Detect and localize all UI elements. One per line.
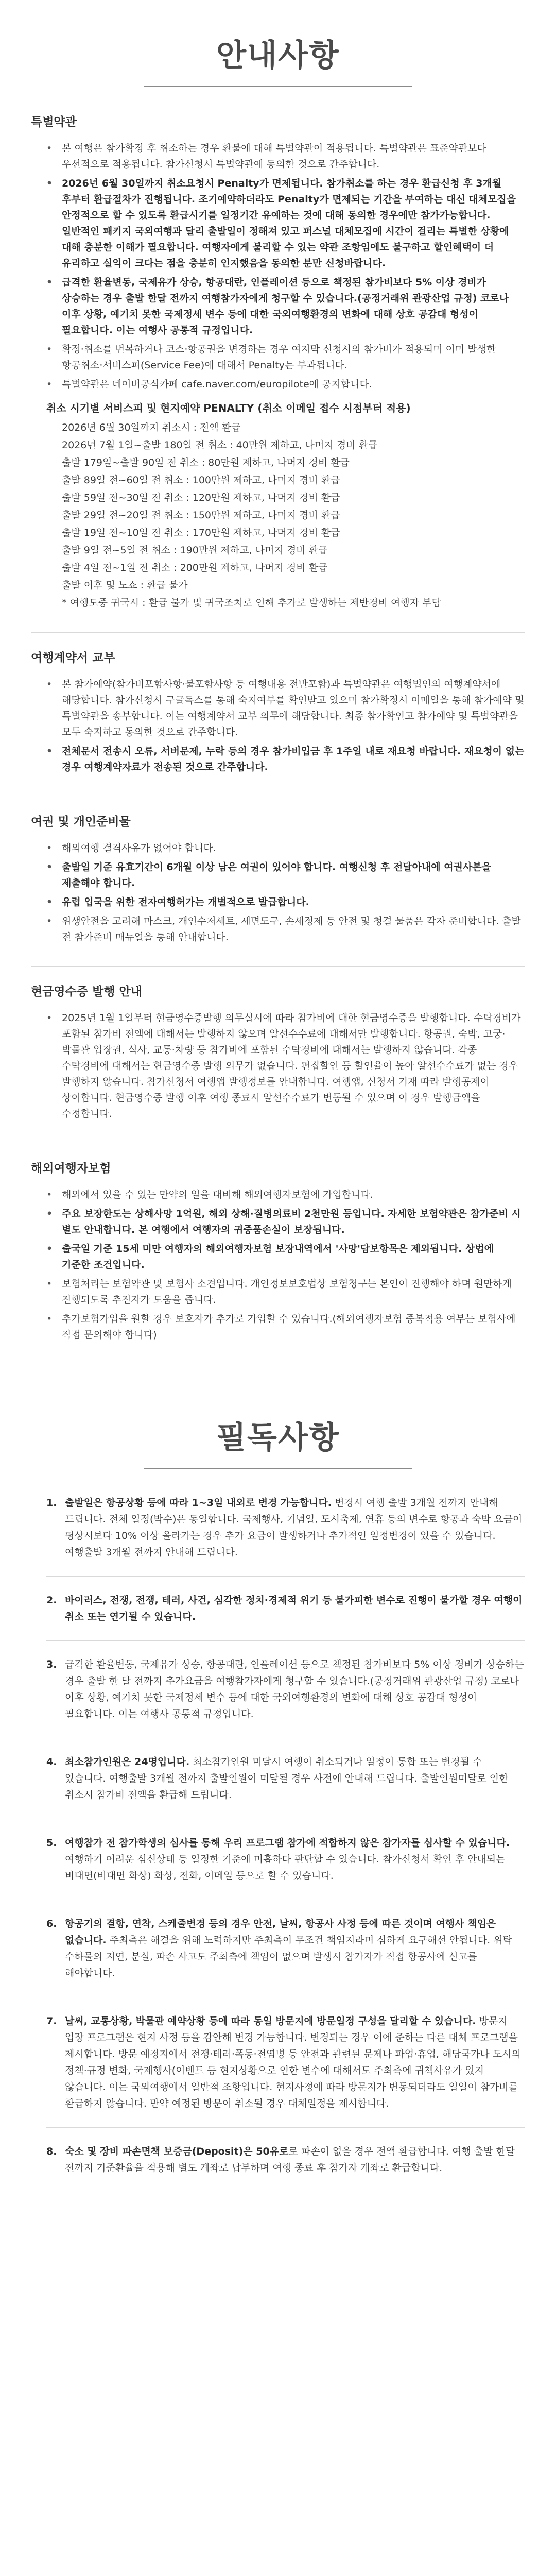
penalty-row: 출발 4일 전~1일 전 취소 : 200만원 제하고, 나머지 경비 환급 xyxy=(62,562,328,573)
list-item: • 보험처리는 보험약관 및 보험사 소견입니다. 개인정보보호법상 보험청구는 본인이 진행해야 하며 원만하게 진행되도록 추진자가 도움을 줍니다. xyxy=(46,1276,525,1308)
notice-content xyxy=(0,112,556,1343)
penalty-row: 2026년 7월 1일~출발 180일 전 취소 : 40만원 제하고, 나머지 경비 환급 xyxy=(62,439,378,451)
list-item: • 2025년 1월 1일부터 현금영수증발행 의무실시에 따라 참가비에 대한 현금영수증을 발행합니다. 수탁경비가 포함된 참가비 전액에 대해서는 발행하지 않으며 알선수수료에 대해서만 발행합니다. 항공권, 숙박, 고궁·박물관 입장권, 식사, 교통·차량 등 참가비에 포함된 수탁경비에 대해서는 발행하지 않습니다. 각종 수탁경비에 대해서는 현금영수증 발행 의무가 없습니다. 편집할인 등 할인율이 높아 알선수수료가 없는 경우 발행하지 않습니다. 참가신청서 여행앱 발행정보를 안내합니다. 여행앱, 신청서 기재 따라 발행공제이 상이합니다. 현금영수증 발행 이후 여행 종료시 알선수수료가 변동될 수 있으며 이 경우 발행금액을 수정합니다. xyxy=(46,1010,525,1122)
list-item: • 2026년 6월 30일까지 취소요청시 Penalty가 면제됩니다. 참가취소를 하는 경우 환급신청 후 3개월 후부터 환급절차가 진행됩니다. 조기예약하더라도 Penalty가 면제되는 기간을 부여하는 대신 대체모집을 안정적으로 할 수 있도록 환급시기를 일정기간 유예하는 것에 대해 동의한 경우에만 참가가능합니다. 일반적인 패키지 국외여행과 달리 출발일이 정해져 있고 퍼스널 대체모집에 시간이 걸리는 특별한 상황에 대해 충분한 이해가 필요합니다. 여행자에게 불리할 수 있는 약관 조항임에도 불구하고 할인혜택이 더 유리하고 실익이 크다는 점을 충분히 인지했음을 동의한 분만 신청바랍니다. xyxy=(46,176,525,272)
required-item xyxy=(46,1916,525,1981)
list-item: • 해외에서 있을 수 있는 만약의 일을 대비해 해외여행자보험에 가입합니다. xyxy=(46,1187,525,1203)
penalty-row: 출발 89일 전~60일 전 취소 : 100만원 제하고, 나머지 경비 환급 xyxy=(62,474,340,486)
item-number: 1. xyxy=(46,1497,57,1509)
list-item: • 본 여행은 참가확정 후 취소하는 경우 환불에 대해 특별약관이 적용됩니다. 특별약관은 표준약관보다 우선적으로 적용됩니다. 참가신청시 특별약관에 동의한 것으로 간주합니다. xyxy=(46,141,525,173)
passport-heading: 여권 및 개인준비물 xyxy=(31,815,131,828)
penalty-row: 출발 19일 전~10일 전 취소 : 170만원 제하고, 나머지 경비 환급 xyxy=(62,527,340,538)
item-number: 8. xyxy=(46,2146,57,2157)
divider xyxy=(46,1576,525,1577)
required-item xyxy=(46,2013,525,2112)
required-item xyxy=(46,1754,525,1803)
special-terms-heading: 특별약관 xyxy=(31,115,77,129)
item-emphasis: 날씨, 교통상황, 박물관 예약상황 등에 따라 동일 방문지에 방문일정 구성을 달리할 수 있습니다. xyxy=(65,2015,476,2027)
receipt-heading: 현금영수증 발행 안내 xyxy=(31,985,142,998)
list-item: • 추가보험가입을 원할 경우 보호자가 추가로 가입할 수 있습니다.(해외여행자보험 중복적용 여부는 보험사에 직접 문의해야 합니다) xyxy=(46,1311,525,1343)
penalty-row: 출발 59일 전~30일 전 취소 : 120만원 제하고, 나머지 경비 환급 xyxy=(62,492,340,503)
item-emphasis: 여행참가 전 참가학생의 심사를 통해 우리 프로그램 참가에 적합하지 않은 참가자를 심사할 수 있습니다. xyxy=(65,1837,510,1849)
required-list xyxy=(46,1495,525,2176)
divider xyxy=(46,2127,525,2128)
required-title: 필독사항 xyxy=(216,1420,340,1456)
list-item: • 출발일 기준 유효기간이 6개월 이상 남은 여권이 있어야 합니다. 여행신청 후 전달아내에 여권사본을 제출해야 합니다. xyxy=(46,859,525,891)
list-item: • 유럽 입국을 위한 전자여행허가는 개별적으로 발급합니다. xyxy=(46,894,525,910)
penalty-title: 취소 시기별 서비스피 및 현지예약 PENALTY (취소 이메일 접수 시점부터 적용) xyxy=(46,402,411,414)
title-divider xyxy=(144,86,412,87)
item-text: 최소참가인원 미달시 여행이 취소되거나 일정이 통합 또는 변경될 수 있습니다. 여행출발 3개월 전까지 출발인원이 미달될 경우 사전에 안내해 드립니다. 출발인원미달로 인한 취소시 참가비 전액을 환급해 드립니다. xyxy=(65,1756,509,1801)
item-number: 6. xyxy=(46,1918,57,1929)
penalty-table xyxy=(46,419,525,612)
list-item: • 출국일 기준 15세 미만 여행자의 해외여행자보험 보장내역에서 '사망'담보항목은 제외됩니다. 상법에 기준한 조건입니다. xyxy=(46,1241,525,1273)
bottom-gap xyxy=(0,2192,556,2228)
penalty-row: 2026년 6월 30일까지 취소시 : 전액 환급 xyxy=(62,422,241,433)
item-number: 4. xyxy=(46,1756,57,1768)
required-item xyxy=(46,1495,525,1561)
item-number: 2. xyxy=(46,1595,57,1606)
divider xyxy=(31,632,525,633)
list-item: • 본 참가예약(참가비포함사항·불포함사항 등 여행내용 전반포함)과 특별약관은 여행법인의 여행계약서에 해당합니다. 참가신청시 구글독스를 통해 숙지여부를 확인받고 있으며 참가확정시 이메일을 통해 참가예약 및 특별약관을 송부합니다. 이는 여행계약서 교부 의무에 해당합니다. 최종 참가확인고 참가예약 및 특별약관을 모두 숙지하고 동의한 것으로 간주합니다. xyxy=(46,676,525,740)
special-terms-list xyxy=(46,141,525,393)
list-item: • 해외여행 결격사유가 없어야 합니다. xyxy=(46,840,525,856)
required-item xyxy=(46,1656,525,1722)
insurance-list xyxy=(46,1187,525,1343)
list-item: • 주요 보장한도는 상해사망 1억원, 해외 상해·질병의료비 2천만원 등입니다. 자세한 보험약관은 참가준비 시 별도 안내합니다. 본 여행에서 여행자의 귀중품손실이 보장됩니다. xyxy=(46,1206,525,1238)
item-emphasis: 숙소 및 장비 파손면책 보증금(Deposit)은 50유로 xyxy=(65,2146,289,2157)
list-item: • 확정·취소를 번복하거나 코스·항공권을 변경하는 경우 여지막 신청시의 참가비가 적용되며 이미 발생한 항공취소·서비스피(Service Fee)에 대해서 Penalty는 부과됩니다. xyxy=(46,342,525,374)
required-section xyxy=(0,1382,556,2176)
item-text: 여행하기 어려운 심신상태 등 일정한 기준에 미흡하다 판단할 수 있습니다. 참가신청서 확인 후 안내되는 비대면(비대면 화상) 화상, 전화, 이메일 등으로 할 수 있습니다. xyxy=(65,1854,506,1882)
item-emphasis: 출발일은 항공상황 등에 따라 1~3일 내외로 변경 가능합니다. xyxy=(65,1497,332,1509)
penalty-row: 출발 이후 및 노쇼 : 환급 불가 xyxy=(62,580,188,591)
item-text: 주최측은 해결을 위해 노력하지만 주최측이 무조건 책임지라며 심하게 요구해선 안됩니다. 위탁 수하물의 지연, 분실, 파손 사고도 주최측에 책임이 없으며 발생시 참가자가 직접 항공사에 신고를 해야합니다. xyxy=(65,1935,512,1979)
section-gap xyxy=(0,1346,556,1382)
required-content xyxy=(0,1495,556,2176)
notice-title: 안내사항 xyxy=(216,38,340,74)
title-divider xyxy=(144,1468,412,1469)
required-item xyxy=(46,2143,525,2176)
item-text: 변경시 여행 출발 3개월 전까지 안내해 드립니다. 전체 일정(박수)은 동일합니다. 국제행사, 기념일, 도시축제, 연휴 등의 변수로 항공과 숙박 요금이 평상시보다 10% 이상 올라가는 경우 추가 요금이 발생하거나 추가적인 일정변경이 있을 수 있습니다. 여행출발 3개월 전까지 안내해 드립니다. xyxy=(65,1497,523,1558)
required-item xyxy=(46,1835,525,1884)
item-emphasis: 바이러스, 전쟁, 전쟁, 테러, 사건, 심각한 정치·경제적 위기 등 불가피한 변수로 진행이 불가할 경우 여행이 취소 또는 연기될 수 있습니다. xyxy=(65,1595,523,1622)
insurance-heading: 해외여행자보험 xyxy=(31,1162,111,1175)
item-emphasis: 최소참가인원은 24명입니다. xyxy=(65,1756,190,1768)
penalty-row: * 여행도중 귀국시 : 환급 불가 및 귀국조치로 인해 추가로 발생하는 제반경비 여행자 부담 xyxy=(62,597,441,608)
required-item xyxy=(46,1592,525,1625)
list-item: • 위생안전을 고려해 마스크, 개인수저세트, 세면도구, 손세정제 등 안전 및 청결 물품은 각자 준비합니다. 출발 전 참가준비 매뉴얼을 통해 안내합니다. xyxy=(46,913,525,945)
passport-list xyxy=(46,840,525,945)
list-item: • 전체문서 전송시 오류, 서버문제, 누락 등의 경우 참가비입금 후 1주일 내로 재요청 바랍니다. 재요청이 없는 경우 여행계약자료가 전송된 것으로 간주합니다. xyxy=(46,743,525,775)
item-emphasis: 항공기의 결항, 연착, 스케줄변경 등의 경우 안전, 날씨, 항공사 사정 등에 따른 것이며 여행사 책임은 없습니다. xyxy=(65,1918,496,1946)
item-text: 급격한 환율변동, 국제유가 상승, 항공대란, 인플레이션 등으로 책정된 참가비보다 5% 이상 경비가 상승하는 경우 출발 한 달 전까지 추가요금을 여행참가자에게 청구할 수 있습니다.(공정거래위 관광산업 규정) 코로나 이후 상황, 예기치 못한 국제정세 변수 등에 대한 국외여행환경의 변화에 대해 상호 공감대 형성이 필요합니다. 이는 여행사 공통적 규정입니다. xyxy=(65,1659,524,1720)
contract-list xyxy=(46,676,525,775)
item-text: 로 파손이 없을 경우 전액 환급합니다. 여행 출발 한달 전까지 기준환율을 적용해 별도 계좌로 납부하며 여행 종료 후 참가자 계좌로 환급합니다. xyxy=(65,2146,515,2174)
penalty-row: 출발 179일~출발 90일 전 취소 : 80만원 제하고, 나머지 경비 환급 xyxy=(62,457,350,468)
penalty-row: 출발 29일 전~20일 전 취소 : 150만원 제하고, 나머지 경비 환급 xyxy=(62,510,340,521)
list-item: • 특별약관은 네이버공식카페 cafe.naver.com/europilote에 공지합니다. xyxy=(46,377,525,393)
item-text: 방문지 입장 프로그램은 현지 사정 등을 감안해 변경 가능합니다. 변경되는 경우 이에 준하는 다른 대체 프로그램을 제시합니다. 방문 예정지에서 전쟁·테러·폭동·전염병 등 안전과 관련된 문제나 파업·휴업, 해당국가나 도시의 정책·규정 변화, 국제행사(이벤트 등 현지상황으로 인한 변수에 대해서도 주최측에 귀책사유가 있지 않습니다. 이는 국외여행에서 일반적 조항입니다. 현지사정에 따라 방문지가 변동되더라도 일일이 참가비를 환급하지 않습니다. 만약 예정된 방문이 취소될 경우 대체일정을 제시합니다. xyxy=(65,2015,521,2109)
divider xyxy=(46,1640,525,1641)
item-number: 3. xyxy=(46,1659,57,1670)
divider xyxy=(31,966,525,967)
item-number: 5. xyxy=(46,1837,57,1849)
item-number: 7. xyxy=(46,2015,57,2027)
penalty-row: 출발 9일 전~5일 전 취소 : 190만원 제하고, 나머지 경비 환급 xyxy=(62,545,328,556)
list-item: • 급격한 환율변동, 국제유가 상승, 항공대란, 인플레이션 등으로 책정된 참가비보다 5% 이상 경비가 상승하는 경우 출발 한달 전까지 여행참가자에게 청구할 수 있습니다.(공정거래위 관광산업 규정) 코로나 이후 상황, 예기치 못한 국제정세 변수 등에 대한 국외여행환경의 변화에 대해 상호 공감대 형성이 필요합니다. 이는 여행사 공통적 규정입니다. xyxy=(46,275,525,338)
receipt-list xyxy=(46,1010,525,1122)
contract-heading: 여행계약서 교부 xyxy=(31,651,115,665)
